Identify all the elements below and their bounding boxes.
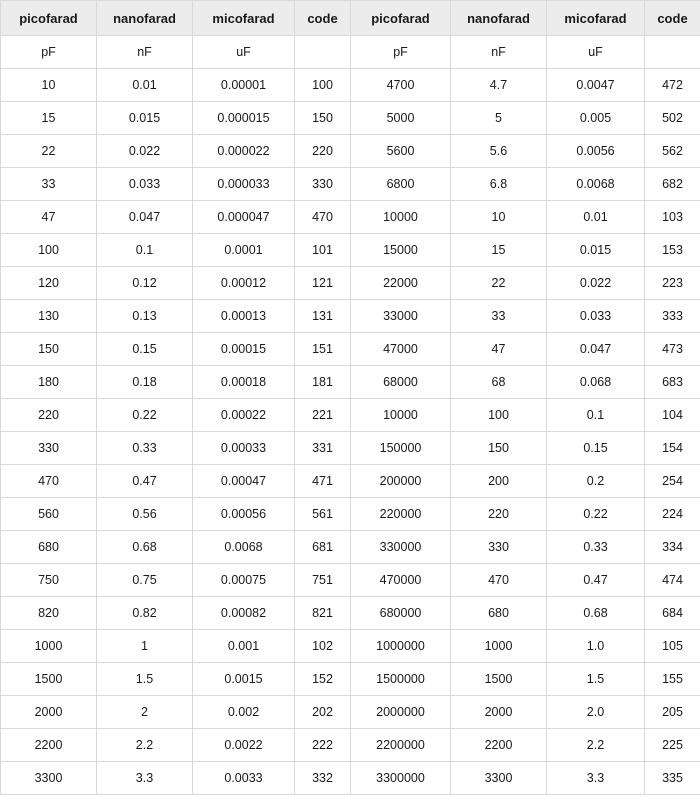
table-cell: 2000 <box>451 696 547 729</box>
table-cell: 3300 <box>1 762 97 795</box>
table-cell: 0.002 <box>193 696 295 729</box>
table-cell: 473 <box>645 333 700 366</box>
table-cell: 0.0001 <box>193 234 295 267</box>
table-cell: 68 <box>451 366 547 399</box>
table-cell: 0.0015 <box>193 663 295 696</box>
table-cell: 15 <box>451 234 547 267</box>
table-row <box>1 762 700 795</box>
table-cell: 33 <box>1 168 97 201</box>
column-header: picofarad <box>351 1 451 36</box>
table-cell: 153 <box>645 234 700 267</box>
table-cell: 0.13 <box>97 300 193 333</box>
table-row <box>1 432 700 465</box>
table-cell: 332 <box>295 762 351 795</box>
column-header: nanofarad <box>97 1 193 36</box>
table-cell: 470 <box>1 465 97 498</box>
table-cell: 333 <box>645 300 700 333</box>
table-cell: 47 <box>1 201 97 234</box>
table-cell: 0.01 <box>547 201 645 234</box>
table-cell: 0.015 <box>97 102 193 135</box>
table-cell: 22 <box>1 135 97 168</box>
table-cell: 683 <box>645 366 700 399</box>
table-cell: 820 <box>1 597 97 630</box>
unit-cell <box>645 36 700 69</box>
table-cell: 0.68 <box>97 531 193 564</box>
table-cell: 0.82 <box>97 597 193 630</box>
unit-cell: uF <box>193 36 295 69</box>
table-cell: 181 <box>295 366 351 399</box>
table-cell: 0.18 <box>97 366 193 399</box>
table-cell: 0.01 <box>97 69 193 102</box>
table-cell: 10000 <box>351 399 451 432</box>
table-cell: 0.22 <box>547 498 645 531</box>
table-cell: 33000 <box>351 300 451 333</box>
table-row <box>1 102 700 135</box>
table-cell: 180 <box>1 366 97 399</box>
table-cell: 680 <box>1 531 97 564</box>
table-cell: 5 <box>451 102 547 135</box>
table-cell: 0.56 <box>97 498 193 531</box>
table-cell: 680 <box>451 597 547 630</box>
table-cell: 0.000033 <box>193 168 295 201</box>
table-cell: 1.5 <box>547 663 645 696</box>
table-cell: 10 <box>1 69 97 102</box>
table-cell: 0.33 <box>547 531 645 564</box>
column-header: code <box>295 1 351 36</box>
table-cell: 5600 <box>351 135 451 168</box>
table-cell: 2.0 <box>547 696 645 729</box>
table-cell: 3.3 <box>97 762 193 795</box>
table-cell: 15000 <box>351 234 451 267</box>
unit-cell <box>295 36 351 69</box>
table-cell: 0.2 <box>547 465 645 498</box>
table-cell: 0.00001 <box>193 69 295 102</box>
table-cell: 0.12 <box>97 267 193 300</box>
unit-row <box>1 36 700 69</box>
table-cell: 222 <box>295 729 351 762</box>
table-cell: 0.15 <box>97 333 193 366</box>
table-cell: 1 <box>97 630 193 663</box>
table-cell: 0.047 <box>547 333 645 366</box>
table-cell: 560 <box>1 498 97 531</box>
table-cell: 750 <box>1 564 97 597</box>
column-header: picofarad <box>1 1 97 36</box>
table-cell: 1.0 <box>547 630 645 663</box>
table-cell: 330000 <box>351 531 451 564</box>
unit-cell: pF <box>1 36 97 69</box>
table-cell: 331 <box>295 432 351 465</box>
table-row <box>1 597 700 630</box>
table-cell: 47 <box>451 333 547 366</box>
table-cell: 150 <box>295 102 351 135</box>
table-cell: 470 <box>451 564 547 597</box>
table-cell: 150 <box>451 432 547 465</box>
table-cell: 0.015 <box>547 234 645 267</box>
table-row <box>1 69 700 102</box>
table-row <box>1 531 700 564</box>
table-cell: 103 <box>645 201 700 234</box>
column-header: code <box>645 1 700 36</box>
table-header <box>1 1 700 36</box>
table-cell: 4700 <box>351 69 451 102</box>
table-cell: 220 <box>1 399 97 432</box>
table-cell: 681 <box>295 531 351 564</box>
table-cell: 0.33 <box>97 432 193 465</box>
table-cell: 223 <box>645 267 700 300</box>
table-row <box>1 465 700 498</box>
table-cell: 22 <box>451 267 547 300</box>
unit-cell: uF <box>547 36 645 69</box>
table-cell: 3300 <box>451 762 547 795</box>
table-row <box>1 729 700 762</box>
table-cell: 0.022 <box>547 267 645 300</box>
table-cell: 0.00018 <box>193 366 295 399</box>
table-cell: 0.00075 <box>193 564 295 597</box>
table-cell: 1500000 <box>351 663 451 696</box>
table-cell: 0.47 <box>97 465 193 498</box>
table-cell: 33 <box>451 300 547 333</box>
table-cell: 6.8 <box>451 168 547 201</box>
table-row <box>1 168 700 201</box>
table-cell: 220 <box>451 498 547 531</box>
table-cell: 0.00033 <box>193 432 295 465</box>
table-cell: 0.001 <box>193 630 295 663</box>
table-cell: 680000 <box>351 597 451 630</box>
table-cell: 751 <box>295 564 351 597</box>
table-cell: 0.00015 <box>193 333 295 366</box>
table-cell: 2.2 <box>97 729 193 762</box>
table-cell: 330 <box>451 531 547 564</box>
table-cell: 2000000 <box>351 696 451 729</box>
table-row <box>1 366 700 399</box>
table-cell: 0.0047 <box>547 69 645 102</box>
table-cell: 335 <box>645 762 700 795</box>
table-cell: 220000 <box>351 498 451 531</box>
unit-cell: nF <box>97 36 193 69</box>
table-row <box>1 333 700 366</box>
table-cell: 0.068 <box>547 366 645 399</box>
table-cell: 0.005 <box>547 102 645 135</box>
table-cell: 0.00013 <box>193 300 295 333</box>
table-cell: 330 <box>295 168 351 201</box>
table-cell: 6800 <box>351 168 451 201</box>
table-cell: 0.47 <box>547 564 645 597</box>
table-cell: 3.3 <box>547 762 645 795</box>
table-cell: 0.22 <box>97 399 193 432</box>
table-row <box>1 201 700 234</box>
table-cell: 4.7 <box>451 69 547 102</box>
table-cell: 155 <box>645 663 700 696</box>
table-cell: 2200 <box>1 729 97 762</box>
table-cell: 10000 <box>351 201 451 234</box>
table-row <box>1 399 700 432</box>
table-cell: 152 <box>295 663 351 696</box>
table-cell: 0.00012 <box>193 267 295 300</box>
unit-cell: pF <box>351 36 451 69</box>
table-cell: 562 <box>645 135 700 168</box>
table-cell: 154 <box>645 432 700 465</box>
table-cell: 0.0022 <box>193 729 295 762</box>
unit-cell: nF <box>451 36 547 69</box>
table-cell: 2200000 <box>351 729 451 762</box>
table-cell: 0.68 <box>547 597 645 630</box>
table-row <box>1 663 700 696</box>
column-header: nanofarad <box>451 1 547 36</box>
table-cell: 2000 <box>1 696 97 729</box>
table-cell: 0.047 <box>97 201 193 234</box>
table-cell: 0.00082 <box>193 597 295 630</box>
header-row <box>1 1 700 36</box>
table-cell: 100 <box>1 234 97 267</box>
table-cell: 0.00022 <box>193 399 295 432</box>
table-cell: 472 <box>645 69 700 102</box>
table-cell: 100 <box>295 69 351 102</box>
table-cell: 150000 <box>351 432 451 465</box>
table-cell: 474 <box>645 564 700 597</box>
table-cell: 224 <box>645 498 700 531</box>
column-header: micofarad <box>193 1 295 36</box>
table-cell: 5000 <box>351 102 451 135</box>
table-cell: 121 <box>295 267 351 300</box>
table-cell: 200 <box>451 465 547 498</box>
table-cell: 1.5 <box>97 663 193 696</box>
table-cell: 334 <box>645 531 700 564</box>
table-cell: 330 <box>1 432 97 465</box>
table-cell: 1500 <box>1 663 97 696</box>
table-cell: 0.000022 <box>193 135 295 168</box>
table-cell: 225 <box>645 729 700 762</box>
table-cell: 0.0033 <box>193 762 295 795</box>
table-cell: 0.00056 <box>193 498 295 531</box>
table-cell: 254 <box>645 465 700 498</box>
table-cell: 100 <box>451 399 547 432</box>
table-cell: 2.2 <box>547 729 645 762</box>
table-cell: 0.0056 <box>547 135 645 168</box>
table-row <box>1 267 700 300</box>
table-cell: 202 <box>295 696 351 729</box>
table-cell: 104 <box>645 399 700 432</box>
table-cell: 131 <box>295 300 351 333</box>
table-cell: 0.75 <box>97 564 193 597</box>
table-cell: 220 <box>295 135 351 168</box>
table-cell: 47000 <box>351 333 451 366</box>
table-cell: 0.15 <box>547 432 645 465</box>
table-cell: 10 <box>451 201 547 234</box>
table-cell: 5.6 <box>451 135 547 168</box>
table-cell: 0.033 <box>97 168 193 201</box>
table-row <box>1 135 700 168</box>
table-cell: 15 <box>1 102 97 135</box>
table-cell: 68000 <box>351 366 451 399</box>
table-cell: 2 <box>97 696 193 729</box>
table-cell: 502 <box>645 102 700 135</box>
table-row <box>1 300 700 333</box>
table-cell: 0.1 <box>97 234 193 267</box>
table-cell: 1500 <box>451 663 547 696</box>
table-cell: 0.1 <box>547 399 645 432</box>
table-cell: 101 <box>295 234 351 267</box>
table-cell: 130 <box>1 300 97 333</box>
table-cell: 102 <box>295 630 351 663</box>
table-body <box>1 36 700 795</box>
table-cell: 2200 <box>451 729 547 762</box>
table-row <box>1 564 700 597</box>
table-cell: 561 <box>295 498 351 531</box>
table-cell: 682 <box>645 168 700 201</box>
table-cell: 22000 <box>351 267 451 300</box>
table-row <box>1 630 700 663</box>
table-row <box>1 498 700 531</box>
table-cell: 120 <box>1 267 97 300</box>
table-cell: 0.033 <box>547 300 645 333</box>
table-cell: 0.022 <box>97 135 193 168</box>
table-cell: 3300000 <box>351 762 451 795</box>
table-cell: 1000000 <box>351 630 451 663</box>
table-cell: 205 <box>645 696 700 729</box>
table-cell: 470000 <box>351 564 451 597</box>
table-cell: 0.0068 <box>193 531 295 564</box>
table-cell: 200000 <box>351 465 451 498</box>
table-row <box>1 234 700 267</box>
table-cell: 1000 <box>451 630 547 663</box>
table-cell: 105 <box>645 630 700 663</box>
table-cell: 471 <box>295 465 351 498</box>
table-cell: 470 <box>295 201 351 234</box>
table-cell: 150 <box>1 333 97 366</box>
table-cell: 0.000047 <box>193 201 295 234</box>
table-cell: 0.0068 <box>547 168 645 201</box>
table-cell: 221 <box>295 399 351 432</box>
table-cell: 0.000015 <box>193 102 295 135</box>
table-cell: 0.00047 <box>193 465 295 498</box>
table-cell: 684 <box>645 597 700 630</box>
table-cell: 821 <box>295 597 351 630</box>
table-row <box>1 696 700 729</box>
table-cell: 151 <box>295 333 351 366</box>
table-cell: 1000 <box>1 630 97 663</box>
column-header: micofarad <box>547 1 645 36</box>
